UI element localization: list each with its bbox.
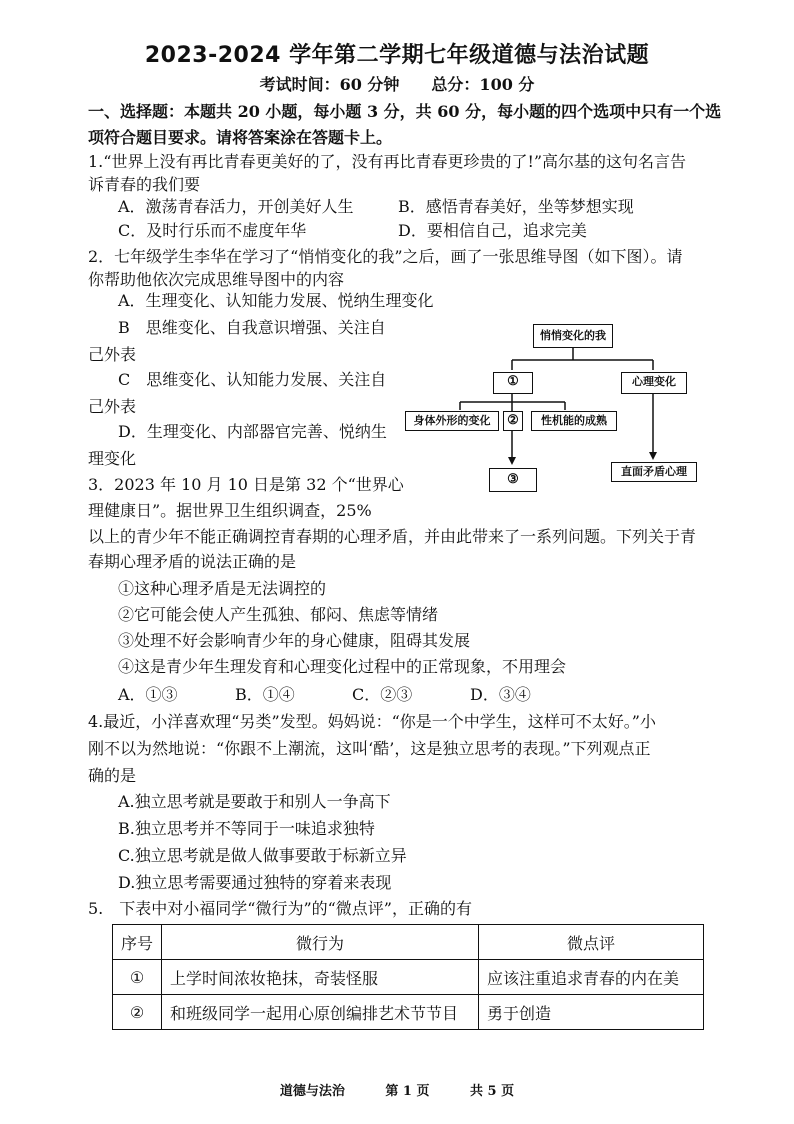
q4-stem-line2: 刚不以为然地说：“你跟不上潮流，这叫‘酷’，这是独立思考的表现。”下列观点正 (88, 739, 651, 758)
table-cell: 上学时间浓妆艳抹，奇装怪服 (162, 960, 479, 995)
q4-option-b: B.独立思考并不等同于一味追求独特 (118, 819, 375, 838)
q1-stem-line1: 1.“世界上没有再比青春更美好的了，没有再比青春更珍贵的了!”高尔基的这句名言告 (88, 152, 687, 171)
q5-stem: 5. 下表中对小福同学“微行为”的“微点评”，正确的有 (88, 899, 472, 918)
table-header-cell: 序号 (113, 925, 162, 960)
q1-stem-line2: 诉青春的我们要 (88, 175, 201, 194)
q2-option-b-line1: B 思维变化、自我意识增强、关注自 (118, 318, 386, 337)
q3-stem-line3: 以上的青少年不能正确调控青春期的心理矛盾，并由此带来了一系列问题。下列关于青 (88, 527, 697, 546)
mind-map-right-node: 心理变化 (621, 372, 687, 394)
q4-option-c: C.独立思考就是做人做事要敢于标新立异 (118, 846, 407, 865)
mind-map-sex-maturity: 性机能的成熟 (531, 411, 617, 431)
q3-option-a: A．①③ (118, 685, 178, 704)
table-cell: 应该注重追求青春的内在美 (479, 960, 704, 995)
q3-option-c: C．②③ (352, 685, 413, 704)
q3-statement-4: ④这是青少年生理发育和心理变化过程中的正常现象，不用理会 (118, 657, 567, 676)
table-row (113, 995, 704, 1030)
q1-option-b: B．感悟青春美好，坐等梦想实现 (398, 197, 634, 216)
footer-page-number: 第 1 页 (385, 1084, 430, 1099)
section-heading-line1: 一、选择题：本题共 20 小题，每小题 3 分，共 60 分，每小题的四个选项中只有一个选 (88, 102, 722, 121)
section-heading-line2: 项符合题目要求。请将答案涂在答题卡上。 (88, 128, 393, 147)
table-cell: ① (113, 960, 162, 995)
page-footer (0, 1080, 794, 1099)
q1-option-d: D．要相信自己，追求完美 (398, 221, 587, 240)
q3-statement-3: ③处理不好会影响青少年的身心健康，阻碍其发展 (118, 631, 471, 650)
q2-option-c-line1: C 思维变化、认知能力发展、关注自 (118, 370, 387, 389)
mind-map-blank-2: ② (503, 411, 523, 431)
table-cell: ② (113, 995, 162, 1030)
q1-option-a: A．激荡青春活力，开创美好人生 (118, 197, 354, 216)
q3-option-b: B．①④ (235, 685, 295, 704)
table-cell: 和班级同学一起用心原创编排艺术节节目 (162, 995, 479, 1030)
q4-stem-line1: 4.最近，小洋喜欢理“另类”发型。妈妈说：“你是一个中学生，这样可不太好。”小 (88, 712, 656, 731)
q3-stem-line1: 3．2023 年 10 月 10 日是第 32 个“世界心 (88, 475, 404, 494)
q2-stem-line2: 你帮助他依次完成思维导图中的内容 (88, 270, 345, 289)
mind-map-blank-1: ① (493, 372, 533, 394)
q3-stem-line4: 春期心理矛盾的说法正确的是 (88, 552, 297, 571)
q3-option-d: D．③④ (470, 685, 531, 704)
mind-map-root: 悄悄变化的我 (533, 324, 613, 348)
exam-subtitle: 考试时间：60 分钟 总分：100 分 (259, 75, 535, 94)
footer-subject: 道德与法治 (279, 1084, 345, 1099)
footer-total-pages: 共 5 页 (470, 1084, 515, 1099)
q2-option-d-line1: D．生理变化、内部器官完善、悦纳生 (118, 422, 387, 441)
q3-statement-2: ②它可能会使人产生孤独、郁闷、焦虑等情绪 (118, 605, 439, 624)
q2-option-d-line2: 理变化 (88, 449, 137, 468)
q3-stem-line2: 理健康日”。据世界卫生组织调查，25% (88, 501, 372, 520)
q2-option-b-line2: 己外表 (88, 345, 137, 364)
table-header-cell: 微点评 (479, 925, 704, 960)
q2-option-a: A．生理变化、认知能力发展、悦纳生理变化 (118, 291, 434, 310)
q1-option-c: C．及时行乐而不虚度年华 (118, 221, 307, 240)
mind-map-blank-3: ③ (489, 468, 537, 492)
q4-stem-line3: 确的是 (88, 766, 137, 785)
mind-map-diagram (405, 320, 687, 495)
exam-title: 2023-2024 学年第二学期七年级道德与法治试题 (144, 43, 650, 68)
q3-statement-1: ①这种心理矛盾是无法调控的 (118, 579, 327, 598)
q5-table (112, 924, 704, 1030)
table-header-cell: 微行为 (162, 925, 479, 960)
q2-option-c-line2: 己外表 (88, 397, 137, 416)
q4-option-d: D.独立思考需要通过独特的穿着来表现 (118, 873, 392, 892)
q4-option-a: A.独立思考就是要敢于和别人一争高下 (118, 792, 391, 811)
mind-map-right-child: 直面矛盾心理 (611, 462, 697, 482)
table-row (113, 960, 704, 995)
table-header-row (113, 925, 704, 960)
mind-map-body-shape: 身体外形的变化 (405, 411, 499, 431)
table-cell: 勇于创造 (479, 995, 704, 1030)
q2-stem-line1: 2．七年级学生李华在学习了“悄悄变化的我”之后，画了一张思维导图（如下图）。请 (88, 247, 683, 266)
